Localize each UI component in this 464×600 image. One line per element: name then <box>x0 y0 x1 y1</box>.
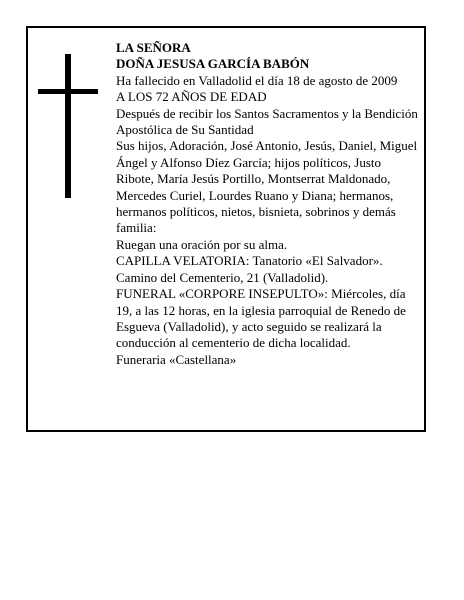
cross-vertical-bar <box>65 54 71 198</box>
notice-title: LA SEÑORA <box>116 40 191 55</box>
chapel-paragraph: CAPILLA VELATORIA: Tanatorio «El Salvador». Camino del Cementerio, 21 (Valladolid). <box>116 253 383 285</box>
obituary-notice <box>26 26 426 432</box>
latin-cross-icon <box>38 54 98 198</box>
cross-horizontal-bar <box>38 89 98 94</box>
sacraments-paragraph: Después de recibir los Santos Sacramentos y la Bendición Apostólica de Su Santidad <box>116 105 418 138</box>
age-line: A LOS 72 AÑOS DE EDAD <box>116 89 267 105</box>
funeral-home: Funeraria «Castellana» <box>116 351 237 367</box>
funeral-paragraph: FUNERAL «CORPORE INSEPULTO»: Miércoles, día 19, a las 12 horas, en la iglesia parroquial de Renedo de Esgueva (Valladolid), y acto seguido se realizará la conducción al cementerio de dicha localidad. <box>116 286 406 351</box>
deceased-name: DOÑA JESUSA GARCÍA BABÓN <box>116 56 310 72</box>
prayer-paragraph: Ruegan una oración por su alma. <box>116 236 288 252</box>
death-line: Ha fallecido en Valladolid el día 18 de agosto de 2009 <box>116 72 398 88</box>
family-paragraph: Sus hijos, Adoración, José Antonio, Jesús, Daniel, Miguel Ángel y Alfonso Díez García; hijos políticos, Justo Ribote, María Jesús Portillo, Montserrat Maldonado, Mercedes Curiel, Lourdes Ruano y Diana; hermanos, hermanos políticos, nietos, bisnieta, sobrinos y demás familia: <box>116 138 418 236</box>
notice-text <box>116 40 418 368</box>
